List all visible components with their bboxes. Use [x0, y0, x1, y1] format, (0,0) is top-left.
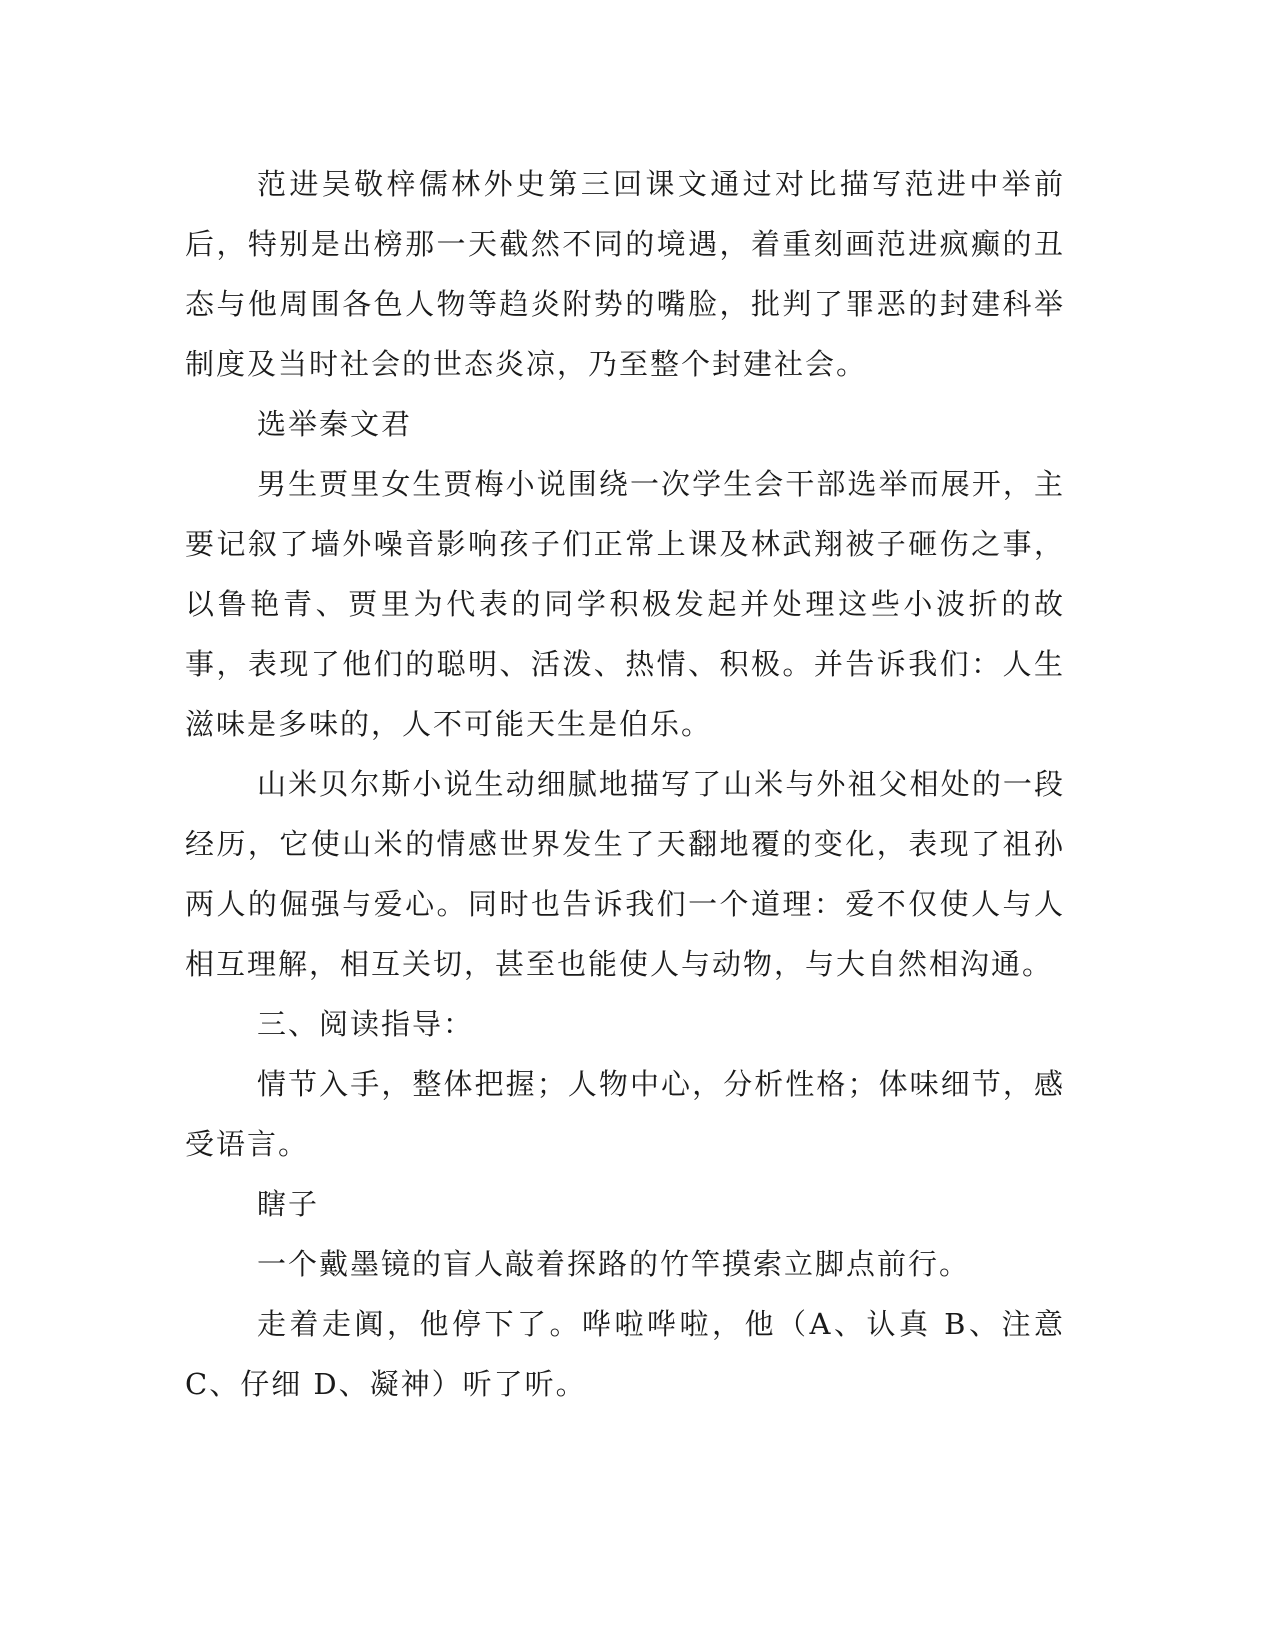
- paragraph-reading-guide: 情节入手，整体把握；人物中心，分析性格；体味细节，感受语言。: [185, 1067, 1065, 1161]
- document-body: [185, 154, 1065, 1414]
- heading-reading-guide: 三、阅读指导：: [257, 1007, 475, 1041]
- heading-blind-man: 瞎子: [257, 1187, 320, 1221]
- paragraph-jiali-summary: 男生贾里女生贾梅小说围绕一次学生会干部选举而展开，主要记叙了墙外噪音影响孩子们正常上课及林武翔被子砸伤之事，以鲁艳青、贾里为代表的同学积极发起并处理这些小波折的故事，表现了他们的聪明、活泼、热情、积极。并告诉我们：人生滋味是多味的，人不可能天生是伯乐。: [185, 467, 1065, 741]
- heading-xuanju: 选举秦文君: [257, 407, 413, 441]
- paragraph-blind-man-2: 走着走阗，他停下了。哗啦哗啦，他（A、认真 B、注意 C、仔细 D、凝神）听了听。: [185, 1307, 1065, 1401]
- paragraph-shanmi-summary: 山米贝尔斯小说生动细腻地描写了山米与外祖父相处的一段经历，它使山米的情感世界发生了天翻地覆的变化，表现了祖孙两人的倔强与爱心。同时也告诉我们一个道理：爱不仅使人与人相互理解，相互关切，甚至也能使人与动物，与大自然相沟通。: [185, 767, 1065, 981]
- paragraph-fan-jin-summary: 范进吴敬梓儒林外史第三回课文通过对比描写范进中举前后，特别是出榜那一天截然不同的境遇，着重刻画范进疯癫的丑态与他周围各色人物等趋炎附势的嘴脸，批判了罪恶的封建科举制度及当时社会的世态炎凉，乃至整个封建社会。: [185, 167, 1065, 381]
- paragraph-blind-man-1: 一个戴墨镜的盲人敲着探路的竹竿摸索立脚点前行。: [257, 1247, 971, 1281]
